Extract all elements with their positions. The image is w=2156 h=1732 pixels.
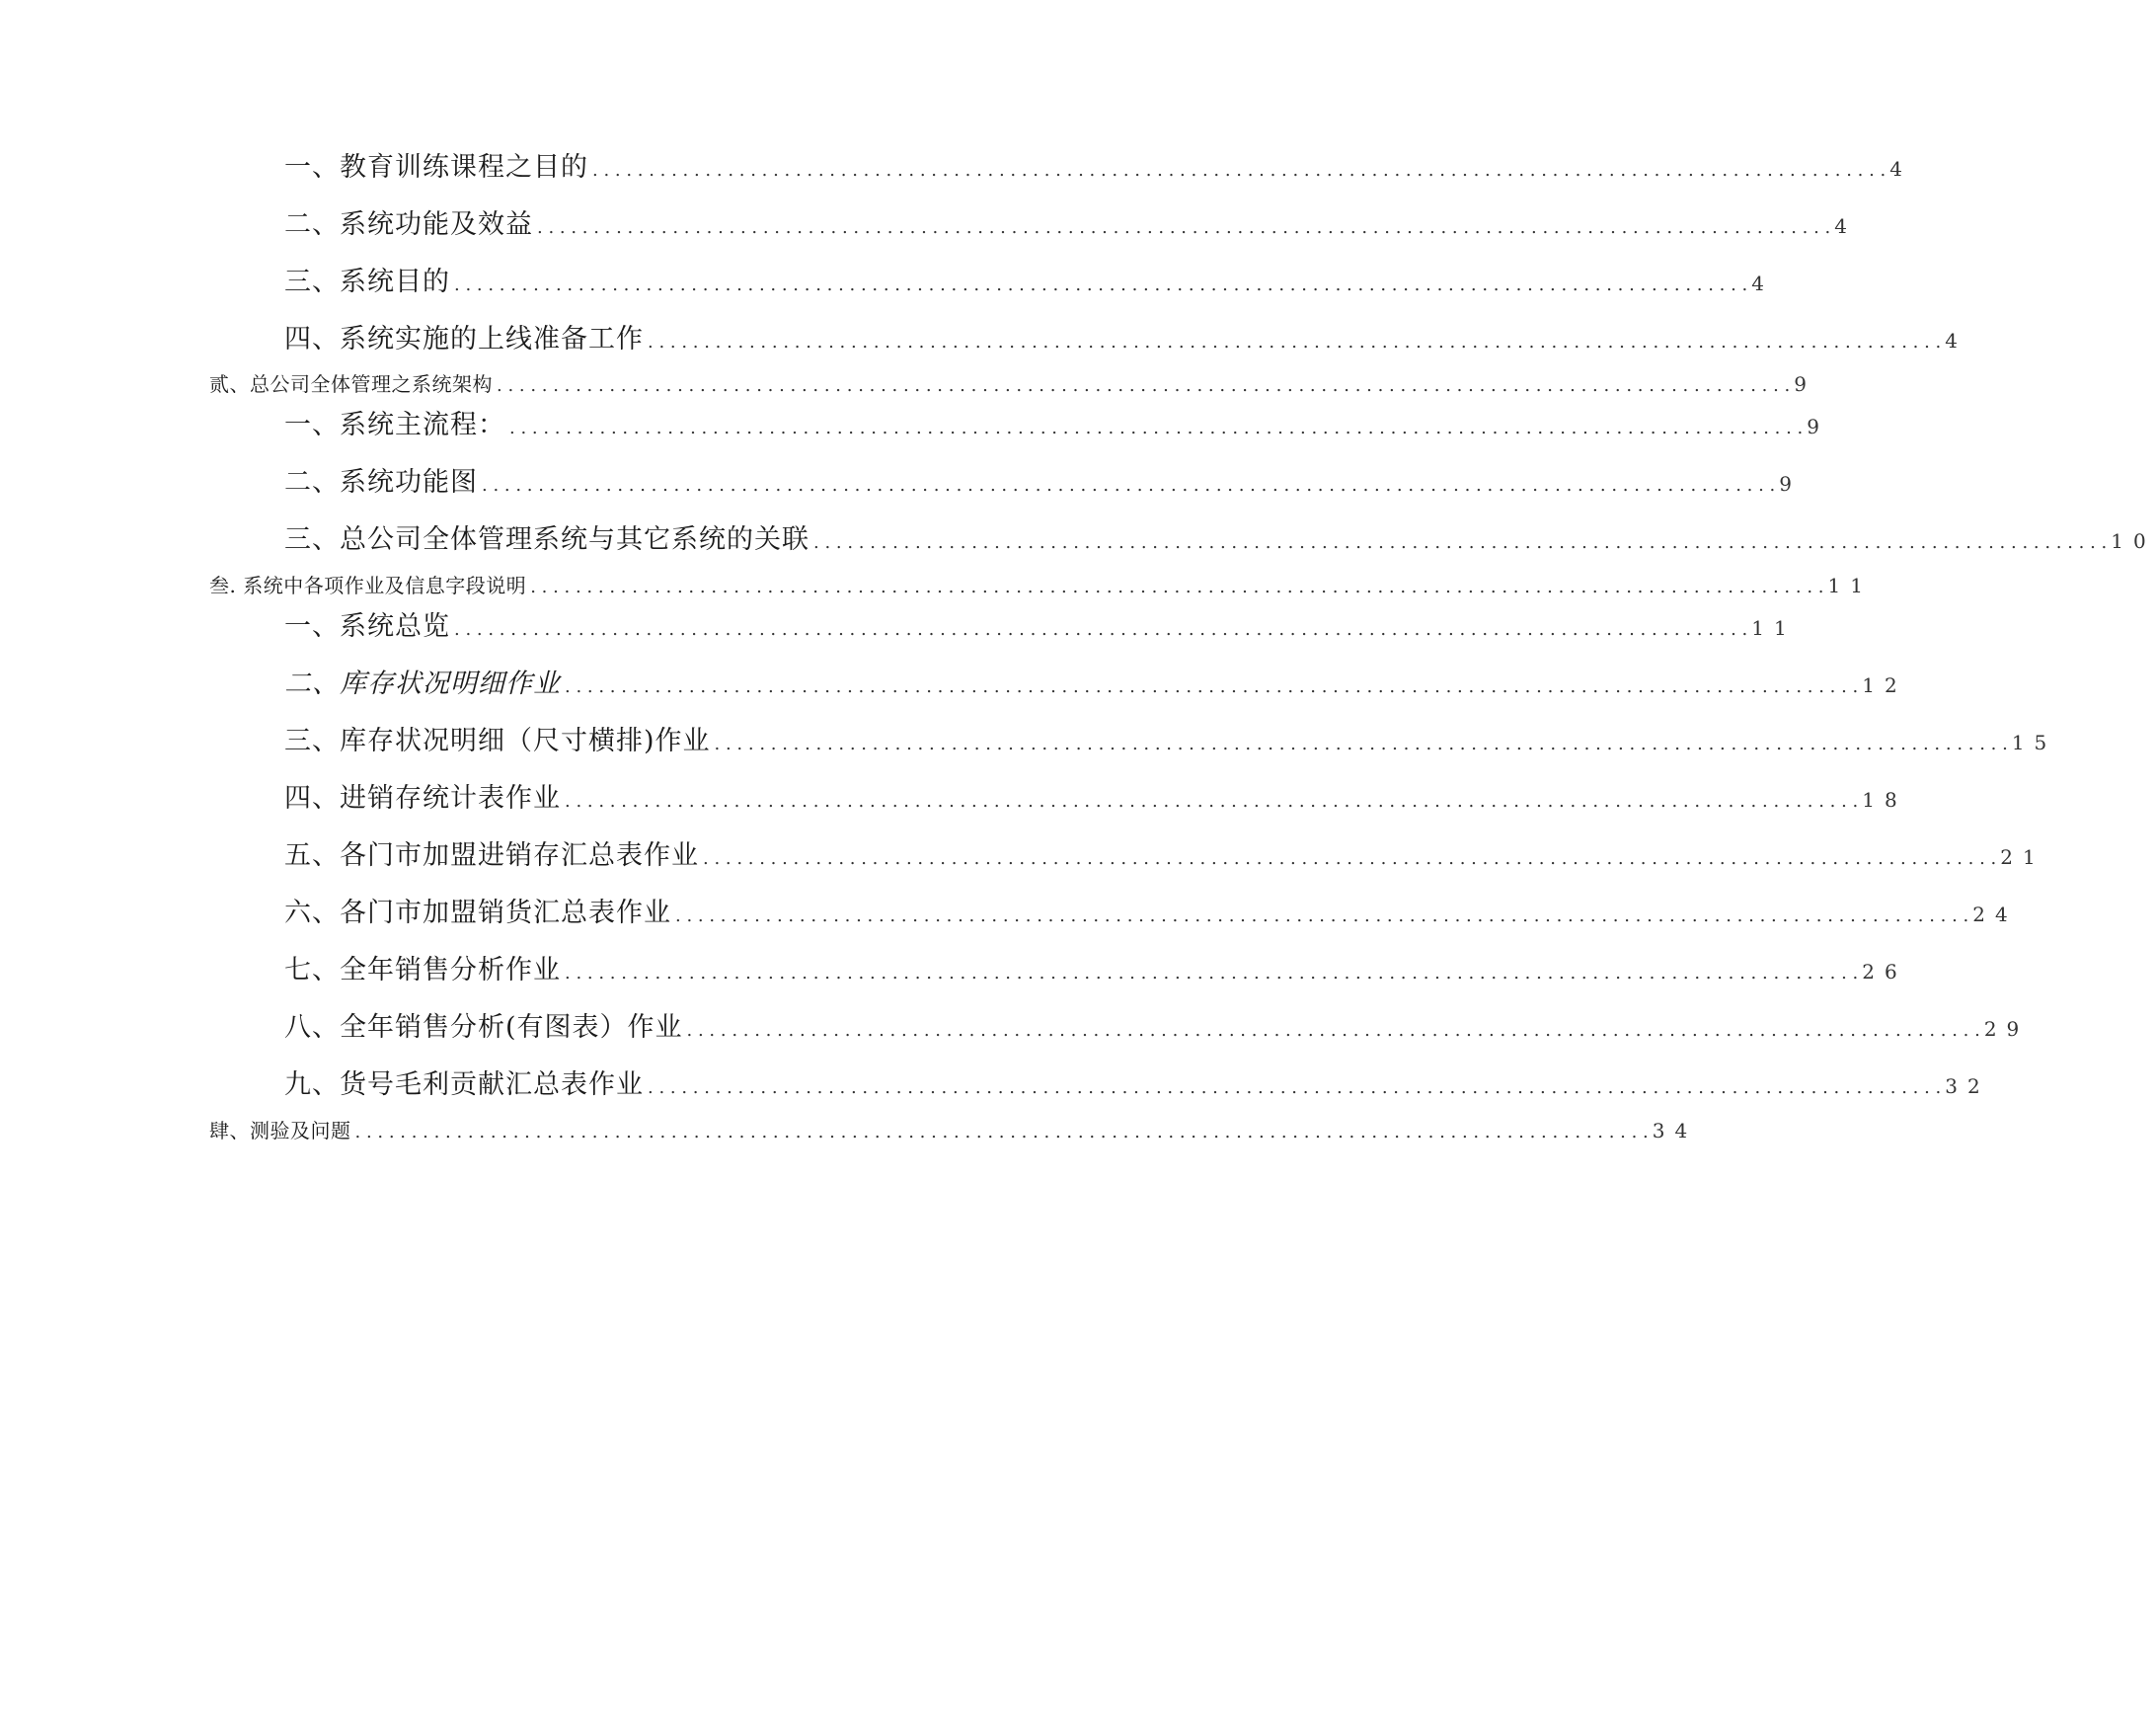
toc-chapter-entry[interactable] — [209, 368, 1816, 398]
toc-leader-dots — [715, 726, 2008, 756]
toc-page-number: 32 — [1945, 1074, 1990, 1098]
toc-page-number: 4 — [1834, 214, 1857, 238]
toc-leader-dots — [592, 152, 1886, 183]
toc-entry-title: 五、各门市加盟进销存汇总表作业 — [284, 840, 699, 871]
toc-leader-dots — [687, 1012, 1980, 1043]
toc-entry[interactable] — [284, 1063, 1990, 1108]
toc-page-number: 11 — [1827, 574, 1873, 597]
toc-entry[interactable] — [284, 604, 1797, 650]
toc-page-number: 10 — [2111, 529, 2156, 553]
toc-leader-dots — [355, 1119, 1649, 1142]
toc-entry-title: 一、系统总览 — [284, 611, 450, 642]
toc-entry-title: 四、进销存统计表作业 — [284, 783, 561, 814]
toc-leader-dots — [454, 267, 1747, 297]
toc-page-number: 21 — [2000, 845, 2045, 869]
toc-entry-title: 四、系统实施的上线准备工作 — [284, 324, 644, 354]
toc-entry[interactable] — [284, 145, 1912, 191]
toc-entry[interactable] — [284, 948, 1907, 993]
toc-leader-dots — [482, 467, 1775, 498]
toc-page-number: 29 — [1983, 1017, 2030, 1041]
toc-entry-title: 三、库存状况明细（尺寸横排)作业 — [284, 726, 711, 756]
toc-page-number: 15 — [2011, 731, 2057, 754]
toc-entry-title: 八、全年销售分析(有图表）作业 — [284, 1012, 683, 1043]
toc-entry[interactable] — [284, 891, 2018, 936]
toc-entry[interactable] — [284, 662, 1907, 707]
toc-leader-dots — [565, 955, 1858, 985]
toc-page-number: 4 — [1889, 157, 1912, 181]
toc-page-number: 26 — [1862, 960, 1907, 984]
toc-entry-title: 三、总公司全体管理系统与其它系统的关联 — [284, 524, 809, 555]
toc-leader-dots — [813, 524, 2107, 555]
toc-leader-dots — [565, 783, 1858, 814]
toc-entry-title: 三、系统目的 — [284, 267, 450, 297]
toc-leader-dots — [703, 840, 1996, 871]
toc-entry-title: 叁. 系统中各项作业及信息字段说明 — [209, 574, 527, 597]
toc-page-number: 9 — [1794, 372, 1816, 396]
toc-entry-title: 九、货号毛利贡献汇总表作业 — [284, 1069, 644, 1100]
toc-leader-dots — [565, 669, 1858, 699]
toc-entry[interactable] — [284, 260, 1774, 305]
toc-page-number: 4 — [1751, 272, 1774, 295]
toc-leader-dots — [648, 324, 1941, 354]
toc-page-number: 9 — [1779, 472, 1802, 496]
toc-entry-title: 二、库存状况明细作业 — [284, 669, 561, 699]
toc-entry-title: 一、教育训练课程之目的 — [284, 152, 588, 183]
toc-leader-dots — [537, 209, 1830, 240]
toc-leader-dots — [648, 1069, 1941, 1100]
toc-leader-dots — [509, 410, 1803, 440]
toc-leader-dots — [454, 611, 1747, 642]
toc-leader-dots — [675, 898, 1968, 928]
toc-entry[interactable] — [284, 517, 2156, 563]
toc-entry[interactable] — [284, 719, 2057, 764]
toc-entry[interactable] — [284, 403, 1829, 448]
toc-entry-title: 二、系统功能图 — [284, 467, 478, 498]
toc-leader-dots — [497, 372, 1790, 396]
toc-entry-title: 二、系统功能及效益 — [284, 209, 533, 240]
toc-entry-title: 七、全年销售分析作业 — [284, 955, 561, 985]
toc-page-number: 4 — [1945, 329, 1967, 353]
toc-page-number: 11 — [1751, 616, 1797, 640]
toc-page-number: 24 — [1972, 903, 2018, 926]
toc-chapter-entry[interactable] — [209, 570, 1873, 599]
toc-entry-title: 贰、总公司全体管理之系统架构 — [209, 372, 493, 396]
toc-page-number: 12 — [1862, 673, 1907, 697]
toc-page-number: 18 — [1862, 788, 1907, 812]
toc-entry-title: 肆、测验及问题 — [209, 1119, 351, 1142]
toc-entry[interactable] — [284, 460, 1802, 506]
toc-entry[interactable] — [284, 1005, 2030, 1051]
toc-entry[interactable] — [284, 317, 1967, 362]
toc-entry[interactable] — [284, 833, 2045, 879]
toc-page-number: 34 — [1652, 1119, 1698, 1142]
toc-entry-title: 一、系统主流程： — [284, 410, 505, 440]
toc-chapter-entry[interactable] — [209, 1115, 1698, 1144]
toc-entry-title: 六、各门市加盟销货汇总表作业 — [284, 898, 671, 928]
toc-page-number: 9 — [1807, 415, 1829, 438]
toc-entry[interactable] — [284, 776, 1907, 822]
toc-entry[interactable] — [284, 202, 1857, 248]
toc-leader-dots — [530, 574, 1823, 597]
